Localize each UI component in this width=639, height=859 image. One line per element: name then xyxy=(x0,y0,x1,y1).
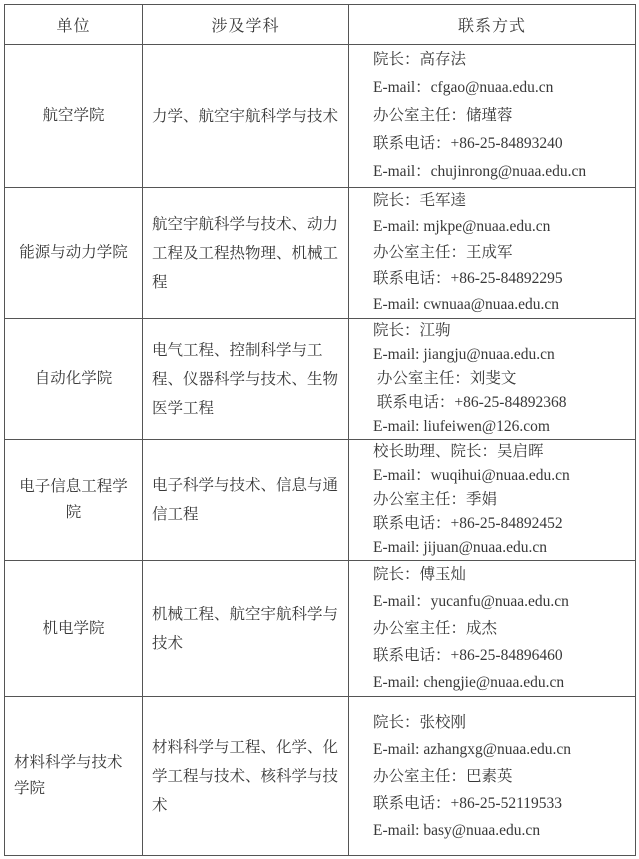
contact-line: 办公室主任：刘斐文 xyxy=(373,370,517,387)
contact-line: E-mail: azhangxg@nuaa.edu.cn xyxy=(373,740,572,758)
contact-line: 办公室主任：巴素英 xyxy=(373,767,513,785)
contact-line: E-mail：wuqihui@nuaa.edu.cn xyxy=(373,467,570,484)
contact-line: 办公室主任：季娟 xyxy=(373,491,498,508)
contact-line: E-mail: jijuan@nuaa.edu.cn xyxy=(373,539,547,556)
unit-cell: 能源与动力学院 xyxy=(5,188,143,319)
disciplines-cell: 电气工程、控制科学与工程、仪器科学与技术、生物医学工程 xyxy=(143,319,349,440)
disciplines-cell: 材料科学与工程、化学、化学工程与技术、核科学与技术 xyxy=(143,697,349,856)
contact-line: 院长：傅玉灿 xyxy=(373,566,467,583)
contact-line: E-mail：cfgao@nuaa.edu.cn xyxy=(373,79,554,96)
table-row xyxy=(5,697,636,856)
contact-line: E-mail：chujinrong@nuaa.edu.cn xyxy=(373,163,587,180)
contact-line: 联系电话：+86-25-84892452 xyxy=(373,515,563,532)
contact-cell xyxy=(349,561,636,697)
table-row xyxy=(5,319,636,440)
contact-line: 联系电话：+86-25-84896460 xyxy=(373,647,563,664)
contact-cell xyxy=(349,188,636,319)
column-header-contact: 联系方式 xyxy=(349,5,636,45)
contact-cell xyxy=(349,45,636,188)
contact-line: E-mail: jiangju@nuaa.edu.cn xyxy=(373,346,555,363)
disciplines-cell: 力学、航空宇航科学与技术 xyxy=(143,45,349,188)
contact-line: 院长：高存法 xyxy=(373,51,467,68)
contact-line: 院长：江驹 xyxy=(373,322,451,339)
contact-line: 办公室主任：成杰 xyxy=(373,620,498,637)
disciplines-cell: 航空宇航科学与技术、动力工程及工程热物理、机械工程 xyxy=(143,188,349,319)
contact-line: 联系电话：+86-25-52119533 xyxy=(373,794,562,812)
contact-line: E-mail: cwnuaa@nuaa.edu.cn xyxy=(373,296,559,313)
table-row xyxy=(5,45,636,188)
contact-line: 联系电话：+86-25-84892368 xyxy=(373,394,567,411)
unit-cell: 电子信息工程学院 xyxy=(5,440,143,561)
column-header-unit: 单位 xyxy=(5,5,143,45)
header-row xyxy=(5,5,636,45)
contact-line: 办公室主任：王成军 xyxy=(373,244,513,261)
contact-line: 院长：张校刚 xyxy=(373,713,467,731)
contact-cell xyxy=(349,319,636,440)
contact-line: E-mail: mjkpe@nuaa.edu.cn xyxy=(373,218,551,235)
disciplines-cell: 电子科学与技术、信息与通信工程 xyxy=(143,440,349,561)
table-row xyxy=(5,440,636,561)
college-contact-table xyxy=(4,4,636,856)
contact-line: 院长：毛军逵 xyxy=(373,192,467,209)
contact-line: E-mail：yucanfu@nuaa.edu.cn xyxy=(373,593,569,610)
unit-cell: 机电学院 xyxy=(5,561,143,697)
contact-line: 联系电话：+86-25-84892295 xyxy=(373,270,563,287)
unit-cell: 航空学院 xyxy=(5,45,143,188)
contact-line: E-mail: basy@nuaa.edu.cn xyxy=(373,821,541,839)
contact-cell xyxy=(349,697,636,856)
unit-cell: 自动化学院 xyxy=(5,319,143,440)
contact-line: 办公室主任：储瑾蓉 xyxy=(373,107,513,124)
table-row xyxy=(5,188,636,319)
contact-line: 联系电话：+86-25-84893240 xyxy=(373,135,563,152)
table-row xyxy=(5,561,636,697)
disciplines-cell: 机械工程、航空宇航科学与技术 xyxy=(143,561,349,697)
contact-line: E-mail: chengjie@nuaa.edu.cn xyxy=(373,674,565,691)
contact-line: 校长助理、院长：吴启晖 xyxy=(373,443,544,460)
contact-cell xyxy=(349,440,636,561)
column-header-disciplines: 涉及学科 xyxy=(143,5,349,45)
contact-line: E-mail: liufeiwen@126.com xyxy=(373,418,550,435)
unit-cell: 材料科学与技术学院 xyxy=(5,697,143,856)
